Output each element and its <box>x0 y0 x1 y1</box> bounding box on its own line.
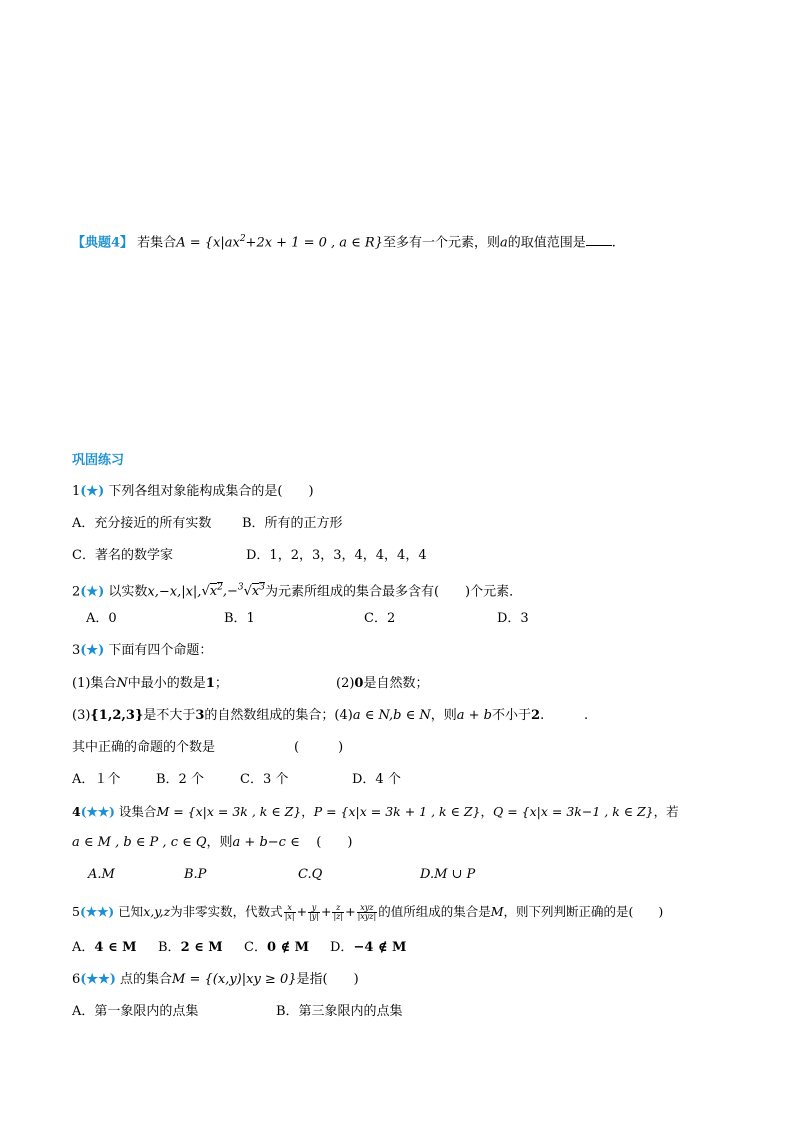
q6-stars: (★★) <box>80 972 116 987</box>
q2-sqrt: $√x^2,-^3√x^3$ <box>201 583 265 600</box>
q6-number: 6 <box>72 972 81 987</box>
q5-option-a[interactable]: A．4 ∈ M <box>72 940 137 955</box>
q3-number: 3 <box>72 643 81 658</box>
fraction-y: $\frac{y}{|y|}$ <box>309 903 319 921</box>
q3-stars: (★) <box>80 643 105 658</box>
q2-text-post: 为元素所组成的集合最多含有( )个元素． <box>264 584 523 600</box>
q2-number: 2 <box>72 584 81 600</box>
q2-stars: (★) <box>80 584 105 600</box>
q3-option-b[interactable]: B．2 个 <box>156 772 204 787</box>
example-4-var-a: a <box>500 235 508 251</box>
q3-proposition-1: (1)集合N中最小的数是1； <box>72 676 228 691</box>
q3-paren: ( ) <box>294 740 344 755</box>
q1-text: 下列各组对象能构成集合的是( ) <box>104 484 314 499</box>
q5-option-d[interactable]: D．−4 ∉ M <box>330 940 407 955</box>
q1-option-a[interactable]: A．充分接近的所有实数 <box>72 516 212 531</box>
q6-option-b[interactable]: B．第三象限内的点集 <box>276 1004 403 1019</box>
question-1 <box>72 482 314 502</box>
question-6: 6(★★) 点的集合M = {(x,y)|xy ≥ 0}是指( ) <box>72 972 359 987</box>
fraction-x: $\frac{x}{|x|}$ <box>284 903 295 921</box>
q3-option-d[interactable]: D．4 个 <box>352 772 401 787</box>
q2-option-c[interactable]: C．2 <box>364 611 396 626</box>
q3-option-c[interactable]: C．3 个 <box>240 772 289 787</box>
fraction-z: $\frac{z}{|z|}$ <box>333 903 344 921</box>
q5-option-c[interactable]: C．0 ∉ M <box>244 940 310 955</box>
q3-option-a[interactable]: A．１个 <box>72 772 121 787</box>
question-3 <box>72 641 212 661</box>
q1-option-b[interactable]: B．所有的正方形 <box>242 516 343 531</box>
question-5: 5(★★) 已知x,y,z为非零实数，代数式 $\frac{x}{|x|}$ + $\frac{y}{|y|}$ + $\frac{z}{|z|}$ + $\frac{\text{xyz}}{\text{|xyz|}}$ 的值所组成的集合是M，则下列判断正确的是( ) <box>72 903 664 921</box>
q2-math: x,−x,|x|, <box>147 584 202 600</box>
answer-blank[interactable] <box>586 231 612 246</box>
fraction-xyz: $\frac{\text{xyz}}{\text{|xyz|}}$ <box>357 903 377 921</box>
q4-option-b[interactable]: B.P <box>184 867 207 882</box>
example-4-end: . <box>611 235 616 251</box>
q4-option-a[interactable]: A.M <box>88 867 115 882</box>
q4-option-c[interactable]: C.Q <box>298 867 323 882</box>
example-4-tag: 【典题4】 <box>72 235 134 251</box>
q4-stars: (★★) <box>80 804 115 819</box>
question-4-line-2: a ∈ M , b ∈ P , c ∈ Q，则a + b−c ∈ ( ) <box>72 835 353 850</box>
example-4-set: A = {x|ax <box>176 235 240 251</box>
q2-option-d[interactable]: D．3 <box>497 611 529 626</box>
q2-text-pre: 以实数 <box>104 584 148 600</box>
q5-number: 5 <box>72 904 80 919</box>
q4-number: 4 <box>72 804 81 819</box>
q1-option-c[interactable]: C．著名的数学家 <box>72 548 173 563</box>
example-4-text-suffix: 的取值范围是 <box>507 235 586 251</box>
example-4-line: 【典题4】 若集合$A = \{x|ax^2+2x + 1 = 0$ , a ∈ R}至多有一个元素，则a的取值范围是 . <box>72 229 616 253</box>
q5-option-b[interactable]: B．2 ∈ M <box>158 940 223 955</box>
q3-ask: 其中正确的命题的个数是 <box>72 740 216 755</box>
question-2 <box>72 578 522 602</box>
q2-option-a[interactable]: A．0 <box>86 611 117 626</box>
q3-proposition-3-4: (3){1,2,3}是不大于3的自然数组成的集合；(4)a ∈ N,b ∈ N，则a + b不小于2. <box>72 708 545 723</box>
example-4-set-rest: +2x + 1 = 0 , a ∈ R} <box>245 235 383 251</box>
q2-option-b[interactable]: B．1 <box>224 611 255 626</box>
question-4: 4(★★) 设集合M = {x|x = 3k , k ∈ Z}，P = {x|x = 3k + 1 , k ∈ Z}，Q = {x|x = 3k−1 , k ∈ Z}，若 <box>72 804 679 819</box>
q3-text: 下面有四个命题： <box>104 643 213 658</box>
q6-option-a[interactable]: A．第一象限内的点集 <box>72 1004 199 1019</box>
q1-number: 1 <box>72 484 81 499</box>
q1-stars: (★) <box>80 484 105 499</box>
q3-trailing-dot: . <box>584 708 589 723</box>
q4-option-d[interactable]: D.M ∪ P <box>420 867 476 882</box>
section-title: 巩固练习 <box>72 453 125 468</box>
example-4-text-prefix: 若集合 <box>133 235 177 251</box>
q3-proposition-2: (2)0是自然数； <box>336 676 429 691</box>
q1-option-d[interactable]: D．1，2，3，3，4，4，4，4 <box>246 548 427 563</box>
q5-stars: (★★) <box>79 904 115 919</box>
example-4-text-mid: 至多有一个元素，则 <box>383 235 501 251</box>
